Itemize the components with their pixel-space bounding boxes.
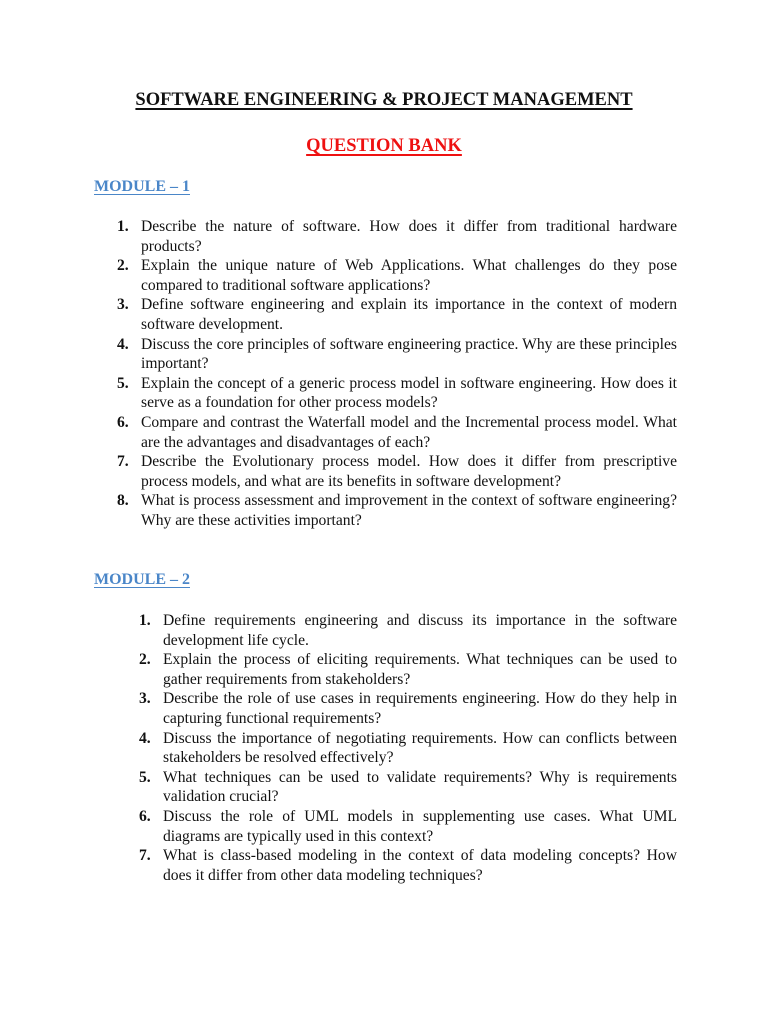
question-number: 6.	[117, 413, 129, 431]
question-item	[117, 452, 677, 491]
module-2-heading: MODULE – 2	[94, 571, 190, 588]
question-number: 2.	[139, 651, 151, 669]
question-item	[117, 217, 677, 256]
question-number: 3.	[117, 296, 129, 314]
question-text: Discuss the importance of negotiating requirements. How can conflicts between stakeholders be resolved effectively?	[163, 729, 677, 767]
question-item	[117, 335, 677, 374]
question-number: 8.	[117, 492, 129, 510]
question-number: 5.	[139, 768, 151, 786]
question-number: 1.	[117, 218, 129, 235]
question-item	[117, 295, 677, 334]
module-1-question-list	[117, 217, 677, 531]
question-text: What is class-based modeling in the context of data modeling concepts? How does it differ from other data modeling techniques?	[163, 847, 677, 884]
question-item	[117, 413, 677, 452]
question-text: Discuss the core principles of software engineering practice. Why are these principles important?	[141, 335, 677, 373]
question-item	[139, 846, 677, 885]
question-item	[139, 650, 677, 689]
question-number: 4.	[139, 729, 151, 747]
question-text: Define software engineering and explain its importance in the context of modern software development.	[141, 296, 677, 333]
question-item	[117, 491, 677, 530]
question-item	[139, 729, 677, 768]
question-number: 6.	[139, 807, 151, 825]
question-number: 7.	[117, 453, 129, 471]
question-item	[139, 768, 677, 807]
document-subtitle: QUESTION BANK	[306, 136, 462, 156]
question-number: 1.	[139, 612, 151, 629]
question-text: Explain the process of eliciting requirements. What techniques can be used to gather requirements from stakeholders?	[163, 651, 677, 688]
question-text: Describe the role of use cases in requirements engineering. How do they help in capturing functional requirements?	[163, 690, 677, 727]
question-text: What is process assessment and improvement in the context of software engineering? Why are these activities important?	[141, 492, 677, 529]
question-text: Describe the nature of software. How does it differ from traditional hardware products?	[141, 218, 677, 255]
question-text: Define requirements engineering and discuss its importance in the software development life cycle.	[163, 612, 677, 649]
question-item	[139, 611, 677, 650]
question-text: Describe the Evolutionary process model. How does it differ from prescriptive process models, and what are its benefits in software development?	[141, 453, 677, 490]
question-text: Explain the unique nature of Web Applications. What challenges do they pose compared to traditional software applications?	[141, 257, 677, 294]
question-number: 2.	[117, 257, 129, 275]
question-number: 5.	[117, 374, 129, 392]
question-text: Discuss the role of UML models in supplementing use cases. What UML diagrams are typically used in this context?	[163, 807, 677, 845]
question-item	[139, 689, 677, 728]
question-text: What techniques can be used to validate requirements? Why is requirements validation crucial?	[163, 768, 677, 806]
question-item	[117, 256, 677, 295]
question-number: 4.	[117, 335, 129, 353]
module-2-question-list	[139, 611, 677, 885]
module-1-heading: MODULE – 1	[94, 178, 190, 195]
question-item	[139, 807, 677, 846]
document-title: SOFTWARE ENGINEERING & PROJECT MANAGEMENT	[135, 90, 633, 110]
question-item	[117, 374, 677, 413]
question-number: 7.	[139, 847, 151, 865]
question-text: Explain the concept of a generic process model in software engineering. How does it serve as a foundation for other process models?	[141, 374, 677, 412]
question-text: Compare and contrast the Waterfall model and the Incremental process model. What are the advantages and disadvantages of each?	[141, 413, 677, 451]
question-number: 3.	[139, 690, 151, 708]
